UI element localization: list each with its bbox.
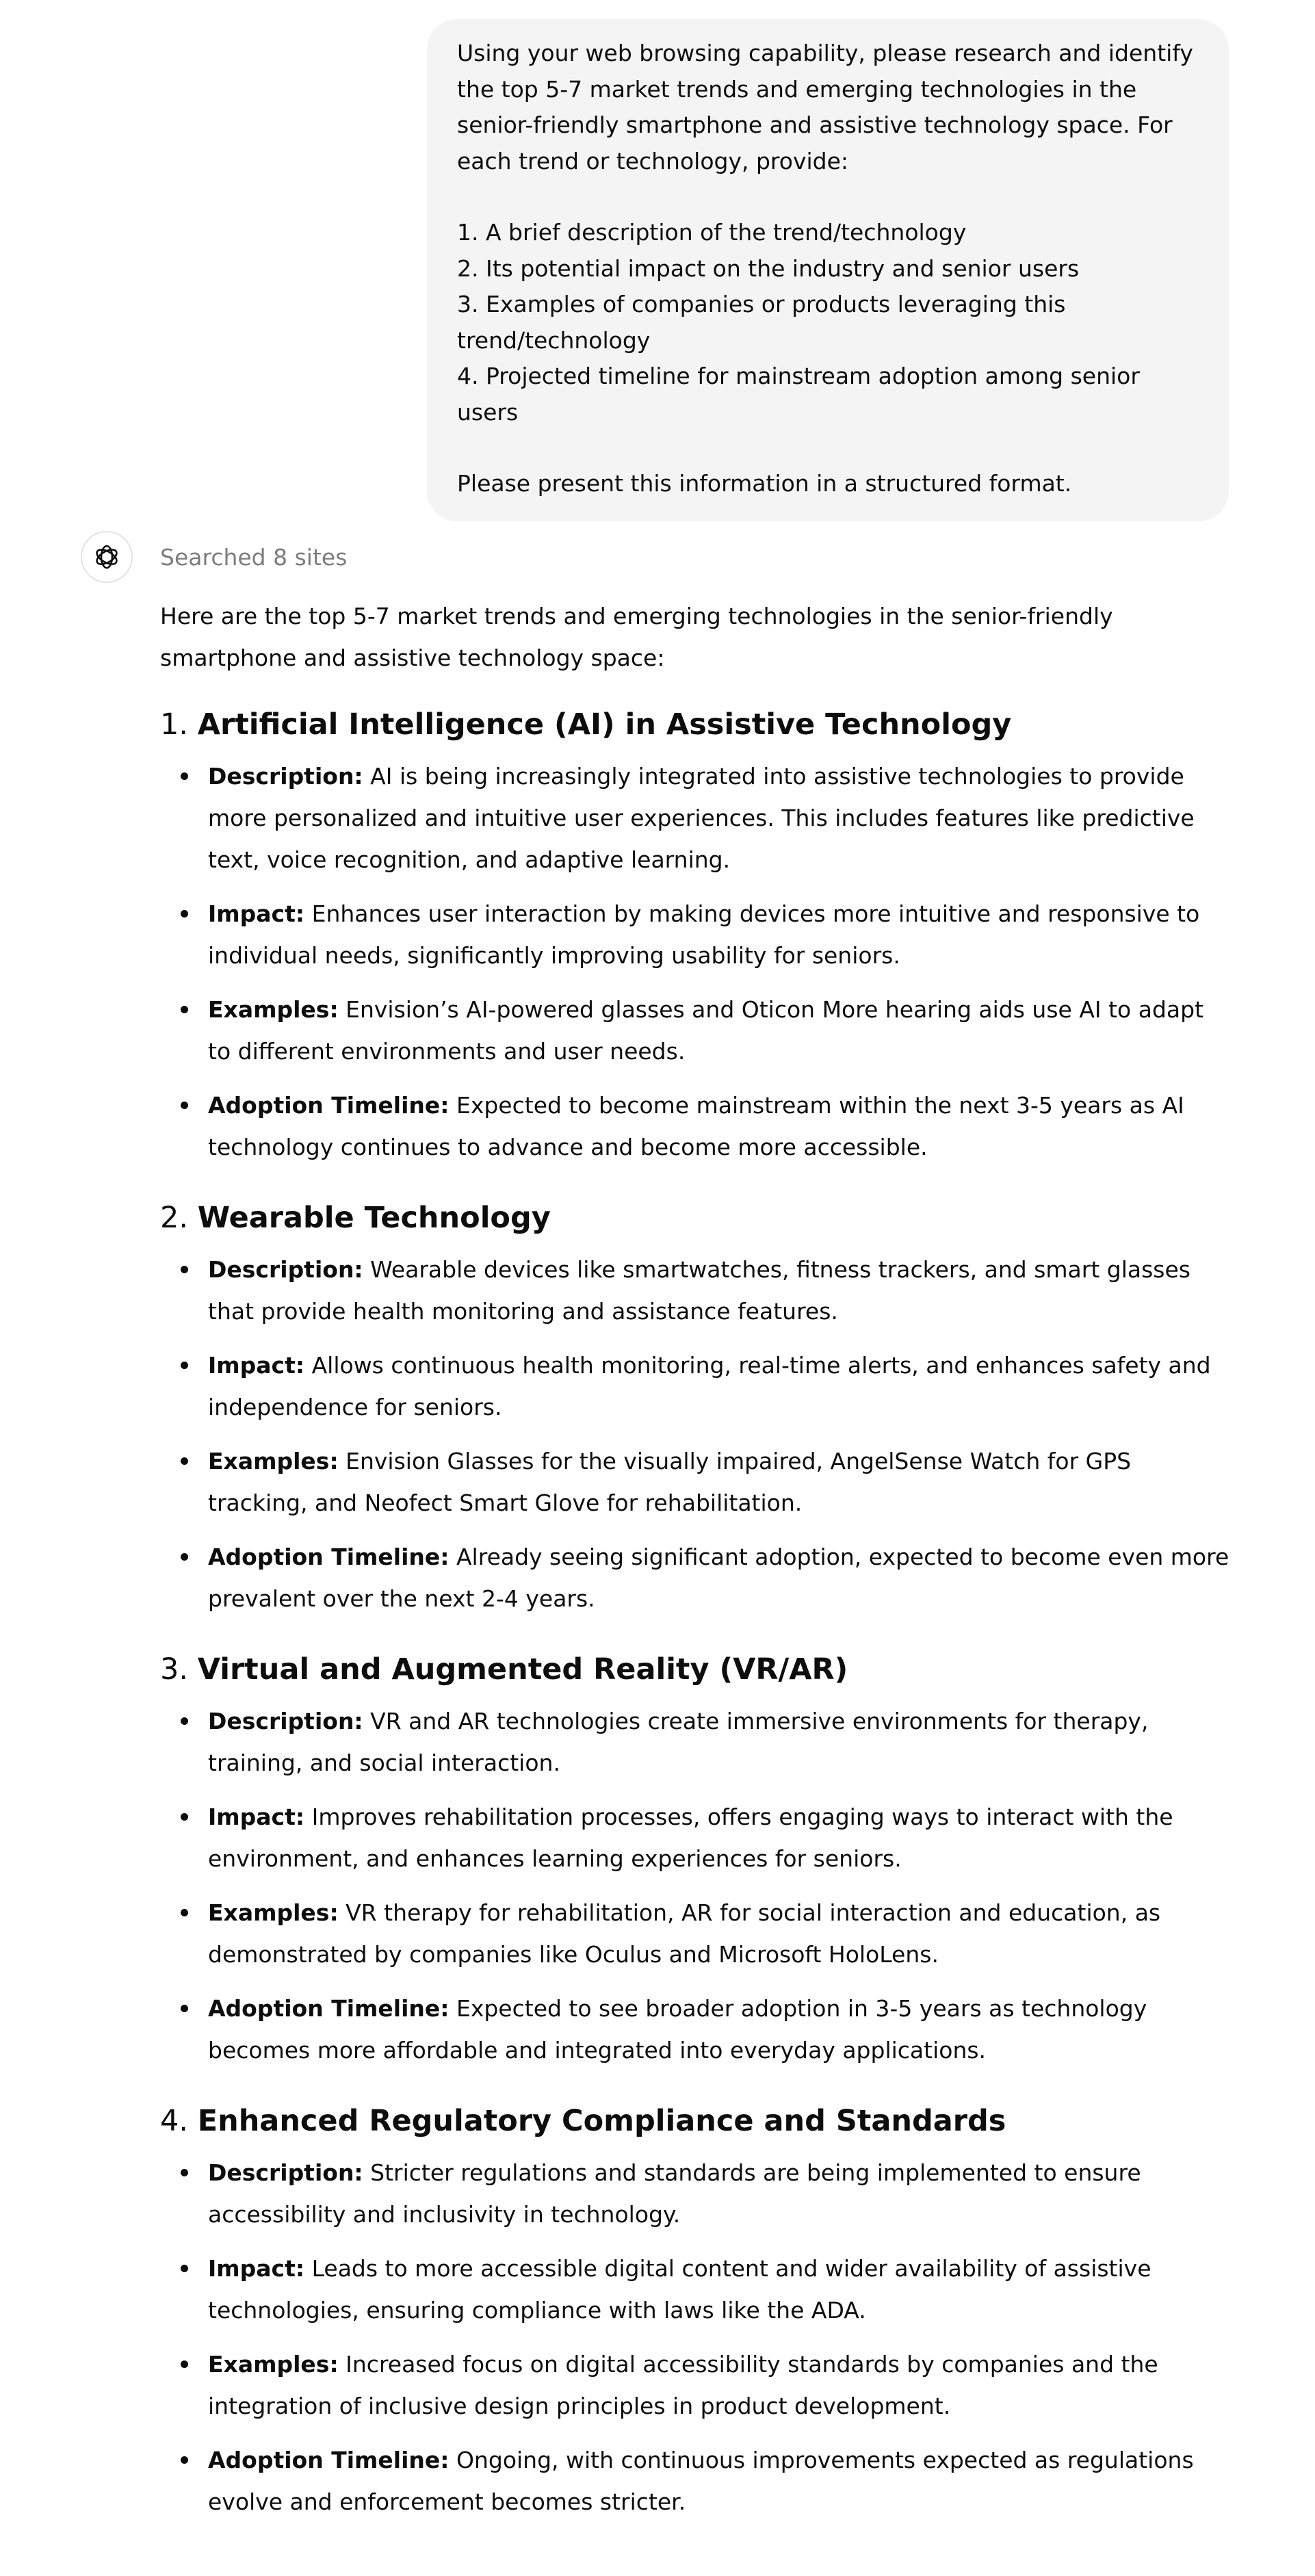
section-title: Wearable Technology xyxy=(197,1201,551,1235)
bullet-text: Ongoing, with continuous improvements expected as regulations evolve and enforcement becomes stricter. xyxy=(208,2447,1194,2515)
description-item xyxy=(208,2152,1232,2235)
bullet-text: Improves rehabilitation processes, offers engaging ways to interact with the environment, and enhances learning experiences for seniors. xyxy=(208,1804,1173,1872)
section-heading xyxy=(160,2100,1232,2142)
bullet-label: Examples: xyxy=(208,1899,339,1926)
bullet-text: Enhances user interaction by making devices more intuitive and responsive to individual needs, significantly improving usability for seniors. xyxy=(208,900,1200,969)
bullet-text: Allows continuous health monitoring, real-time alerts, and enhances safety and independence for seniors. xyxy=(208,1352,1211,1420)
bullet-list xyxy=(160,755,1232,1168)
user-message-item: 3. Examples of companies or products leveraging this trend/technology xyxy=(457,291,1066,354)
bullet-label: Impact: xyxy=(208,1804,305,1830)
section-number: 1. xyxy=(160,707,189,742)
bullet-label: Impact: xyxy=(208,2255,305,2282)
bullet-label: Impact: xyxy=(208,1352,305,1379)
user-message-paragraph: Please present this information in a structured format. xyxy=(457,470,1072,497)
bullet-text: Increased focus on digital accessibility standards by companies and the integration of inclusive design principles in product development. xyxy=(208,2351,1158,2419)
bullet-text: Expected to become mainstream within the next 3-5 years as AI technology continues to advance and become more accessible. xyxy=(208,1092,1184,1160)
trend-section-1 xyxy=(160,703,1232,1168)
section-heading xyxy=(160,1648,1232,1691)
assistant-avatar xyxy=(81,531,133,583)
bullet-list xyxy=(160,2152,1232,2523)
examples-item xyxy=(208,1440,1232,1524)
description-item xyxy=(208,755,1232,881)
user-message-item: 1. A brief description of the trend/technology xyxy=(457,219,967,246)
bullet-text: Envision’s AI-powered glasses and Oticon More hearing aids use AI to adapt to different environments and user needs. xyxy=(208,996,1204,1065)
bullet-label: Description: xyxy=(208,2159,363,2186)
bullet-list xyxy=(160,1700,1232,2071)
user-message-bubble xyxy=(427,19,1229,521)
description-item xyxy=(208,1700,1232,1784)
bullet-list xyxy=(160,1249,1232,1619)
bullet-label: Impact: xyxy=(208,900,305,927)
timeline-item xyxy=(208,1084,1232,1168)
bullet-label: Adoption Timeline: xyxy=(208,2447,450,2473)
examples-item xyxy=(208,2343,1232,2427)
bullet-label: Description: xyxy=(208,763,363,790)
section-number: 4. xyxy=(160,2104,189,2138)
bullet-text: VR and AR technologies create immersive environments for therapy, training, and social interaction. xyxy=(208,1708,1149,1776)
section-title: Enhanced Regulatory Compliance and Standards xyxy=(197,2104,1006,2138)
bullet-text: VR therapy for rehabilitation, AR for social interaction and education, as demonstrated by companies like Oculus and Microsoft HoloLens. xyxy=(208,1899,1161,1968)
bullet-text: Stricter regulations and standards are being implemented to ensure accessibility and inclusivity in technology. xyxy=(208,2159,1141,2228)
section-title: Artificial Intelligence (AI) in Assistive Technology xyxy=(197,707,1012,742)
trend-section-3 xyxy=(160,1648,1232,2071)
bullet-label: Adoption Timeline: xyxy=(208,1544,450,1570)
impact-item xyxy=(208,1344,1232,1428)
bullet-label: Examples: xyxy=(208,2351,339,2378)
impact-item xyxy=(208,1796,1232,1879)
timeline-item xyxy=(208,2439,1232,2523)
bullet-label: Description: xyxy=(208,1256,363,1283)
description-item xyxy=(208,1249,1232,1332)
bullet-text: Expected to see broader adoption in 3-5 years as technology becomes more affordable and integrated into everyday applications. xyxy=(208,1995,1147,2064)
bullet-label: Description: xyxy=(208,1708,363,1734)
trend-section-4 xyxy=(160,2100,1232,2523)
examples-item xyxy=(208,1892,1232,1975)
user-message-item: 2. Its potential impact on the industry and senior users xyxy=(457,255,1080,282)
assistant-answer xyxy=(160,595,1232,2551)
impact-item xyxy=(208,893,1232,976)
bullet-text: AI is being increasingly integrated into assistive technologies to provide more personalized and intuitive user experiences. This includes features like predictive text, voice recognition, and adaptive learning. xyxy=(208,763,1195,873)
bullet-label: Examples: xyxy=(208,996,339,1023)
user-message-paragraph: Using your web browsing capability, please research and identify the top 5-7 market trends and emerging technologies in the senior-friendly smartphone and assistive technology space. For each trend or technology, provide: xyxy=(457,40,1193,174)
examples-item xyxy=(208,989,1232,1072)
section-heading xyxy=(160,703,1232,746)
answer-intro: Here are the top 5-7 market trends and emerging technologies in the senior-friendly smartphone and assistive technology space: xyxy=(160,603,1113,671)
trend-section-2 xyxy=(160,1197,1232,1619)
section-number: 2. xyxy=(160,1201,189,1235)
section-heading xyxy=(160,1197,1232,1239)
impact-item xyxy=(208,2248,1232,2331)
bullet-text: Leads to more accessible digital content and wider availability of assistive technologies, ensuring compliance with laws like the ADA. xyxy=(208,2255,1151,2324)
section-number: 3. xyxy=(160,1652,189,1687)
bullet-text: Wearable devices like smartwatches, fitness trackers, and smart glasses that provide health monitoring and assistance features. xyxy=(208,1256,1190,1325)
bullet-label: Examples: xyxy=(208,1448,339,1474)
timeline-item xyxy=(208,1536,1232,1619)
bullet-text: Envision Glasses for the visually impaired, AngelSense Watch for GPS tracking, and Neofect Smart Glove for rehabilitation. xyxy=(208,1448,1132,1516)
user-message-item: 4. Projected timeline for mainstream adoption among senior users xyxy=(457,363,1140,426)
section-title: Virtual and Augmented Reality (VR/AR) xyxy=(197,1652,848,1687)
bullet-label: Adoption Timeline: xyxy=(208,1092,450,1119)
bullet-text: Already seeing significant adoption, expected to become even more prevalent over the next 2-4 years. xyxy=(208,1544,1229,1612)
openai-logo-icon xyxy=(92,542,122,572)
bullet-label: Adoption Timeline: xyxy=(208,1995,450,2022)
timeline-item xyxy=(208,1988,1232,2071)
searched-sites-status[interactable]: Searched 8 sites xyxy=(160,544,348,571)
